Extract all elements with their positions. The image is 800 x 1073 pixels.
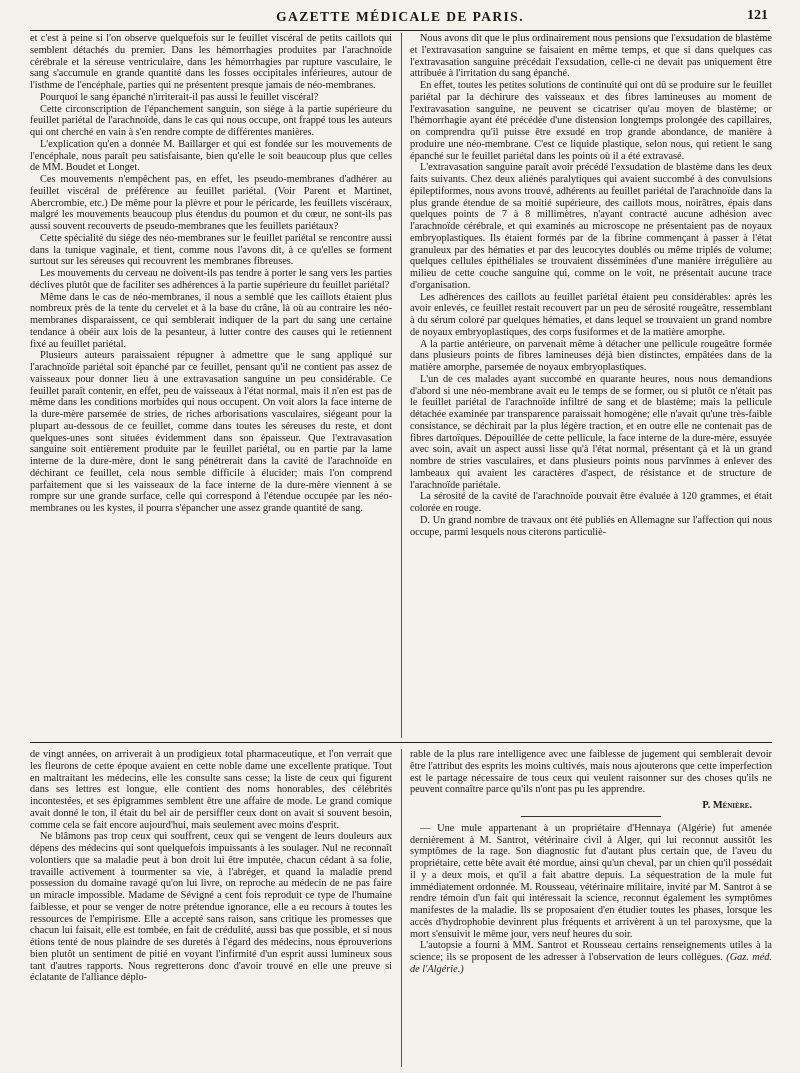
paragraph: A la partie antérieure, on parvenait même à détacher une pellicule rougeâtre formée dans plusieurs points de fibres lamineuses déjà bien distinctes, empâtées dans de la matière amorphe, parsemée de noyaux embryoplastiques.: [410, 338, 772, 373]
article-column-right: [410, 33, 772, 738]
article-column-left: [30, 33, 392, 738]
paragraph: L'explication qu'en a donnée M. Baillarger et qui est fondée sur les mouvements de l'encéphale, nous paraît peu satisfaisante, bien qu'elle le soit beaucoup plus que celles de MM. Boudet et Longet.: [30, 138, 392, 174]
paragraph: [410, 940, 772, 975]
paragraph: Même dans le cas de néo-membranes, il nous a semblé que les caillots étaient plus nombreux près de la tente du cervelet et à la base du crâne, là où au contraire les néo-membranes disparaissent, ce qui semblerait indiquer de la part du sang une certaine tendance à obéir aux lois de la pesanteur, à lutter contre des causes qui le retiennent fixé au feuillet pariétal.: [30, 291, 392, 350]
paragraph: L'extravasation sanguine paraît avoir précédé l'exsudation de blastème dans les deux faits suivants. Chez deux aliénés paralytiques qui avaient succombé à des convulsions épileptiformes, nous avons trouvé, adhérents au feuillet pariétal de l'arachnoïde dans la plus grande étendue de sa moitié supérieure, des caillots mous, noirâtres, épais dans quelques points de 7 à 8 millimètres, n'ayant contracté aucune adhésion avec l'arachnoïde cérébrale, et qui examinés au microscope ne présentaient pas de noyaux embryoplastiques. Ils étaient formés par de la fibrine commençant à passer à l'état granuleux par des hématies et par des leucocytes doublés ou même triplés de volume; quelques cellules épithéliales se trouvaient disséminées d'une manière irrégulière au milieu de cette couche sanguine qui, comme on le voit, ne présentait aucune trace d'organisation.: [410, 162, 772, 291]
paragraph: de vingt années, on arriverait à un prodigieux total pharmaceutique, et l'on verrait que les fleurons de cette époque avaient en cette noble dame une excellente pratique. Tout en maltraitant les médecins, elle les consulte sans cesse; la liste de ceux qui figurent dans ses lettres est longue, elle contient des noms honorables, des célébrités incontestées, et ses épigrammes semblent être une affaire de mode. Le grand comique avait donné le ton, il était du bel air de persiffler ceux dont on avait si souvent besoin, comme cela se fait encore aujourd'hui, mais seulement avec moins d'esprit.: [30, 749, 392, 831]
paragraph: rable de la plus rare intelligence avec une faiblesse de jugement qui semblerait devoir être l'attribut des esprits les moins cultivés, mais nous ajouterons que cette imperfection est le partage nécessaire de tous ceux qui veulent raisonner sur des choses qu'ils ne peuvent connaître parce qu'ils n'ont pas pu les apprendre.: [410, 749, 772, 796]
feuilleton-column-right: [410, 749, 772, 1067]
paragraph-text: L'autopsie a fourni à MM. Santrot et Rousseau certains renseignements utiles à la science; ils se proposent de les adresser à l'observation de leurs collègues.: [410, 940, 772, 963]
paragraph: En effet, toutes les petites solutions de continuité qui ont dû se produire sur le feuillet pariétal par la déchirure des vaisseaux et des fibres lamineuses au moment de l'extravasation sanguine, ne peuvent se cicatriser qu'au moyen de blastème; or l'hémorrhagie ayant été précédée d'une distension longtemps prolongée des capillaires, on comprendra qu'il puisse être exsudé en trop grande abondance, de manière à produire une néo-membrane. C'est ce liquide plastique, selon nous, qui retient le sang épanché sur le feuillet pariétal dans les points où il a été extravasé.: [410, 80, 772, 162]
author-signature: P. Ménière.: [702, 800, 752, 811]
paragraph: D. Un grand nombre de travaux ont été publiés en Allemagne sur l'affection qui nous occupe, parmi lesquels nous citerons particuliè-: [410, 514, 772, 538]
paragraph: L'un de ces malades ayant succombé en quarante heures, nous nous demandions d'abord si une néo-membrane avait eu le temps de se former, ou si plutôt ce n'était pas le feuillet pariétal de l'arachnoïde infiltré de sang et de blastème; mais la pellicule détachée examinée par transparence paraissait homogène; elle n'avait qu'une très-faible consistance, se déchirait par la plus légère traction, et en outre elle ne contenait pas de fibres dartoïques. Dépouillée de cette pellicule, la face interne de la dure-mère, essuyée avec soin, avait un aspect aussi lisse qu'à l'état normal, présentant çà et là un grand nombre de stries vasculaires, et dans plusieurs points nous parvînmes à enlever des lambeaux qui avaient les caractères d'aspect, de résistance et de structure de l'arachnoïde pariétale.: [410, 373, 772, 491]
page-header: [30, 8, 770, 31]
column-divider: [401, 749, 402, 1067]
source-citation: (Gaz. méd. de l'Algérie.): [410, 952, 772, 975]
paragraph: Ne blâmons pas trop ceux qui souffrent, ceux qui se vengent de leurs douleurs aux dépens des médecins qui sont quelquefois impuissants à les soulager. Nul ne reconnaît volontiers que sa maladie peut à bon droit lui être imputée, chacun cédant à sa folie, travaille activement à tourmenter sa vie, à l'abréger, et quand la maladie prend possession du domaine ravagé qu'on lui livre, on reproche au médecin de ne pas faire un miracle impossible. Madame de Sévigné a cent fois reproduit ce type de l'humaine faiblesse, et pour se venger de notre prétendue ignorance, elle a eu recours à toutes les ressources de l'empirisme. Elle a accepté sans raison, sans critique les promesses que chacun lui faisait, elle est tombée, en fait de crédulité, aussi bas que possible, et si nous étions tenté de nous plaindre de ses duretés à l'égard des médecins, nous éprouverions bien plutôt un sentiment de pitié en voyant l'infirmité d'un esprit aussi lumineux sous tant d'autres rapports. Nous regretterons donc d'avoir trouvé en elle une preuve si éclatante de l'alliance déplo-: [30, 831, 392, 984]
journal-title: GAZETTE MÉDICALE DE PARIS.: [276, 9, 524, 24]
column-divider: [401, 33, 402, 738]
page-number: 121: [747, 8, 768, 23]
paragraph: Les mouvements du cerveau ne doivent-ils pas tendre à porter le sang vers les parties déclives plutôt que de faciliter ses adhérences à la partie supérieure du feuillet pariétal?: [30, 268, 392, 291]
paragraph: Cette spécialité du siége des néo-membranes sur le feuillet pariétal se rencontre aussi dans la tunique vaginale, et tient, comme nous l'avons dit, à ce qu'elles se forment surtout sur les séreuses qui recouvrent les membranes fibreuses.: [30, 232, 392, 268]
paragraph: Cette circonscription de l'épanchement sanguin, son siége à la partie supérieure du feuillet pariétal de l'arachnoïde, dans le cas qui nous occupe, ont frappé tous les auteurs qui ont cherché en vain à s'en rendre compte de différentes manières.: [30, 103, 392, 138]
paragraph: Plusieurs auteurs paraissaient répugner à admettre que le sang appliqué sur l'arachnoïde pariétal soit épanché par ce feuillet, pensant qu'il ne contient pas assez de vaisseaux pour donner lieu à une extravasation sanguine un peu considérable. Ce feuillet paraît contenir, en effet, peu de vaisseaux à l'état normal, mais il n'en est pas de même dans les conditions morbides qui nous occupent. On voit alors la face interne de la dure-mère parsemée de stries, de riches arborisations vasculaires, siégeant pour la plupart au-dessous de ce feuillet, comme dans toutes les séreuses du reste, et dont quelques-unes sont situées évidemment dans son épaisseur. Que l'extravasation sanguine soit entièrement produite par le feuillet pariétal, ou en partie par la lame interne de la dure-mère, dont le sang pénétrerait dans la cavité de l'arachnoïde en déchirant ce feuillet, cela nous semble difficile à élucider; mais l'on comprend parfaitement que si les vaisseaux de la face interne de la dure-mère viennent à se rompre sur une grande surface, celle qui correspond à l'étendue occupée par les néo-membranes ou les kystes, il pourra s'épancher une assez grande quantité de sang.: [30, 350, 392, 514]
paragraph: et c'est à peine si l'on observe quelquefois sur le feuillet viscéral de petits caillots qui semblent détachés du premier. Dans les hémorrhagies produites par l'arachnoïde cérébrale et la séreuse ventriculaire, dans les hémorrhagies par rupture vasculaire, le sang s'accumule en grande quantité dans les fosses occipitales inférieures, autour de l'isthme de l'encéphale, parties qui ne présentent presque jamais de néo-membranes.: [30, 33, 392, 91]
feuilleton-divider: [30, 742, 772, 743]
paragraph: Nous avons dit que le plus ordinairement nous pensions que l'exsudation de blastème et l'extravasation sanguine se faisaient en même temps, et que si dans quelques cas l'extravasation sanguine précédait l'exsudation, celle-ci ne devait pas uniquement être attribuée à l'irritation du sang épanché.: [410, 33, 772, 80]
paragraph: Pourquoi le sang épanché n'irriterait-il pas aussi le feuillet viscéral?: [40, 91, 319, 103]
paragraph: La sérosité de la cavité de l'arachnoïde pouvait être évaluée à 120 grammes, et était colorée en rouge.: [410, 491, 772, 514]
paragraph: Les adhérences des caillots au feuillet pariétal étaient peu considérables: après les avoir enlevés, ce feuillet restait recouvert par un peu de sérosité rougeâtre, ressemblant à du sérum coloré par quelques hématies, et dans lequel se trouvaient un grand nombre de noyaux embryoplastiques, des corps fusiformes et de la matière amorphe.: [410, 291, 772, 338]
paragraph: Ces mouvements n'empêchent pas, en effet, les pseudo-membranes d'adhérer au feuillet viscéral de préférence au feuillet pariétal. (Voir Parent et Martinet, Abercrombie, etc.) De même pour la plèvre et pour le péricarde, les feuillets viscéraux, malgré les mouvements beaucoup plus étendus du poumon et du cœur, ne sont-ils pas aussi souvent recouverts de pseudo-membranes que les feuillets pariétaux?: [30, 174, 392, 232]
section-separator: [521, 816, 661, 817]
feuilleton-column-left: [30, 749, 392, 1067]
news-item: — Une mule appartenant à un propriétaire d'Hennaya (Algérie) fut amenée dernièrement à M. Santrot, vétérinaire civil à Alger, qui lui reconnut aussitôt les symptômes de la rage. Son diagnostic fut d'autant plus certain que, de l'aveu du propriétaire, cette bête avait été mordue, ainsi qu'un cheval, par un chien qu'il possédait il y a deux mois, et qu'il a fait abattre depuis. La séquestration de la mule fut immédiatement ordonnée. M. Rousseau, vétérinaire militaire, invité par M. Santrot à se rendre témoin d'un fait qui intéressait la science, reconnut également les symptômes manifestes de la maladie. Ils se proposaient d'en étudier toutes les phases, lorsque les accès d'hydrophobie devinrent plus fréquents et arrivèrent à un tel paroxysme, que la mort s'ensuivit le même jour, vers neuf heures du soir.: [410, 822, 772, 940]
